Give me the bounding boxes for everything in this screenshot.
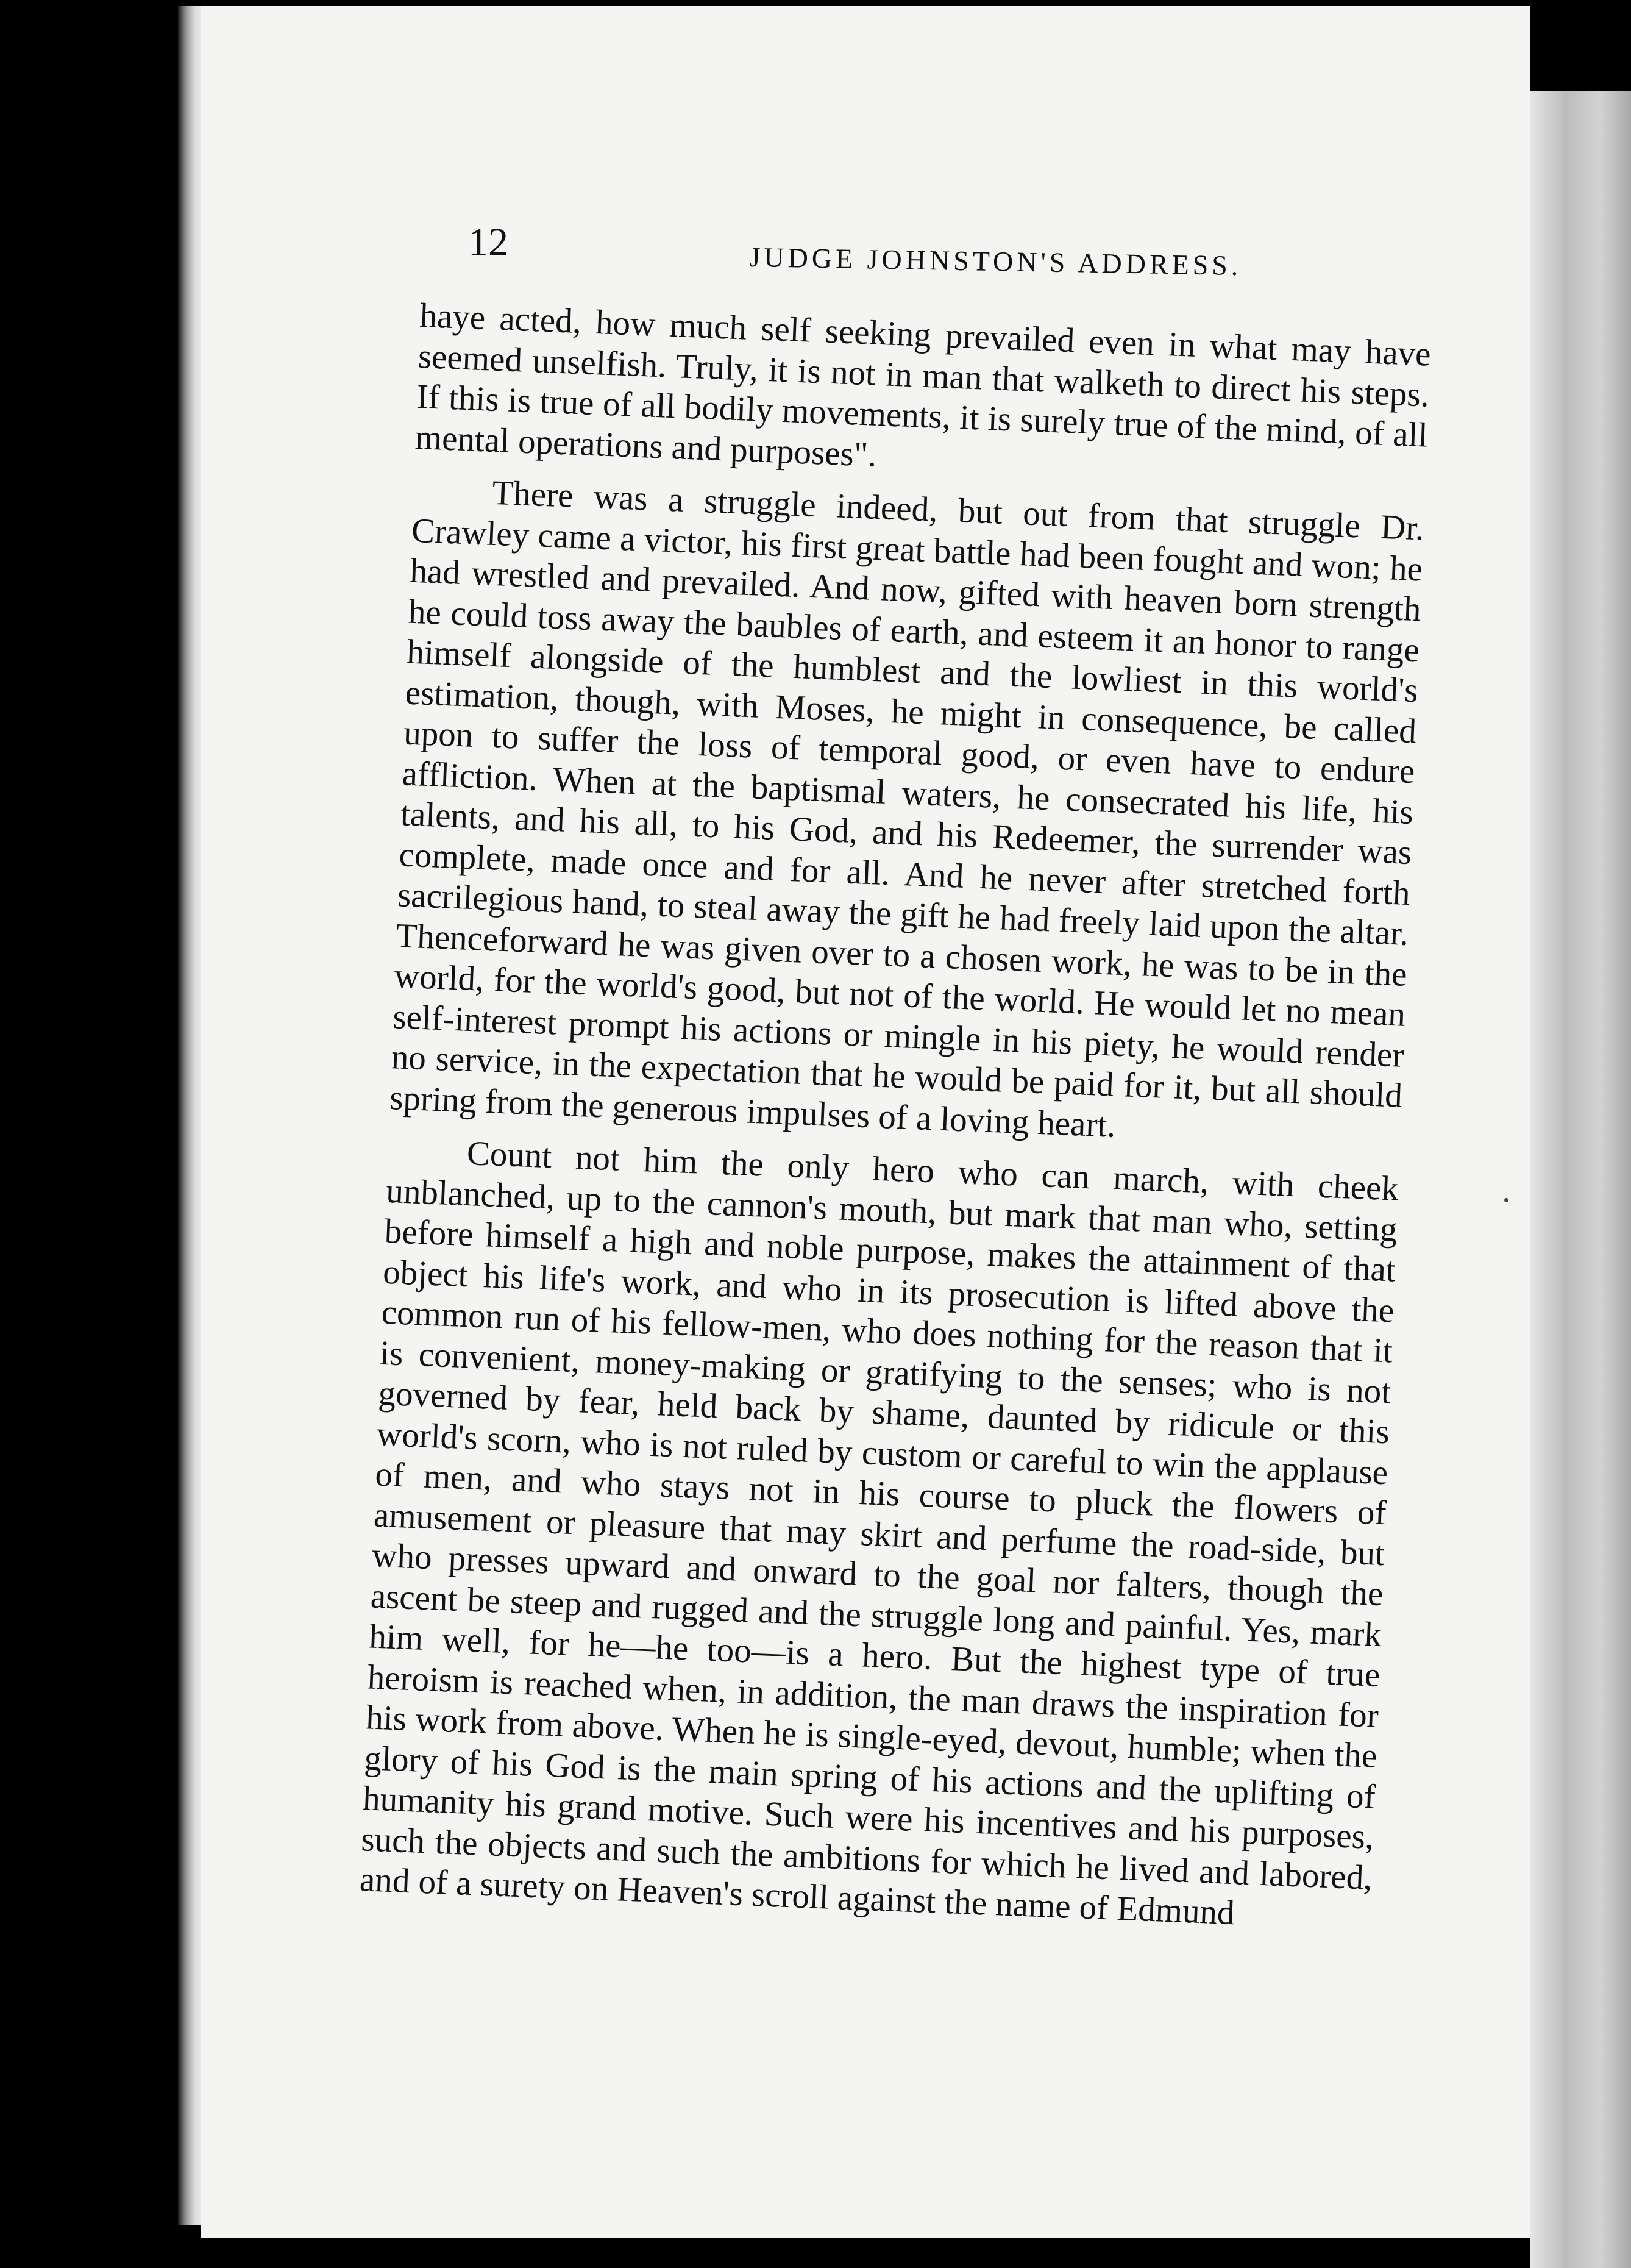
running-head: JUDGE JOHNSTON'S ADDRESS. <box>749 241 1242 282</box>
paragraph-hero: Count not him the only hero who can march, with cheek unblanched, up to the cannon's mouth, but mark that man who, setting before himself a high and noble purpose, makes the attainment of that object his life's work, and who in its prosecution is lifted above the common run of his fellow-men, who does nothing for the reason that it is convenient, money-making or gratifying to the senses; who is not governed by fear, held back by shame, daunted by ridicule or this world's scorn, who is not ruled by custom or careful to win the applause of men, and who stays not in his course to pluck the flowers of amusement or pleasure that may skirt and perfume the road-side, but who presses upward and onward to the goal nor falters, though the ascent be steep and rugged and the struggle long and painful. Yes, mark him well, for he—he too—is a hero. But the highest type of true heroism is reached when, in addition, the man draws the inspiration for his work from above. When he is single-eyed, devout, humble; when the glory of his God is the main spring of his actions and the uplifting of humanity his grand motive. Such were his incentives and his purposes, such the objects and such the ambitions for which he lived and labored, and of a surety on Heaven's scroll against the name of Edmund <box>359 1133 1400 1933</box>
adjacent-page-edge <box>1530 91 1631 2268</box>
page-number: 12 <box>468 220 508 265</box>
scan-speck <box>1504 1198 1508 1202</box>
paragraph-continuation: haye acted, how much self seeking prevailed even in what may have seemed unselfish. Truly, it is not in man that walketh to direct his steps. If this is true of all bodily movements, it is surely true of the mind, of all mental operations and purposes". <box>414 296 1432 474</box>
body-text <box>359 296 1432 1939</box>
paragraph-struggle: There was a struggle indeed, but out from that struggle Dr. Crawley came a victor, his first great battle had been fought and won; he had wrestled and prevailed. And now, gifted with heaven born strength he could toss away the baubles of earth, and esteem it an honor to range himself alongside of the humblest and the lowliest in this world's estimation, though, with Moses, he might in consequence, be called upon to suffer the loss of temporal good, or even have to endure affliction. When at the baptismal waters, he consecrated his life, his talents, and his all, to his God, and his Redeemer, the surrender was complete, made once and for all. And he never after stretched forth sacrilegious hand, to steal away the gift he had freely laid upon the altar. Thenceforward he was given over to a chosen work, he was to be in the world, for the world's good, but not of the world. He would let no mean self-interest prompt his actions or mingle in his piety, he would render no service, in the expectation that he would be paid for it, but all should spring from the generous impulses of a loving heart. <box>389 473 1425 1145</box>
